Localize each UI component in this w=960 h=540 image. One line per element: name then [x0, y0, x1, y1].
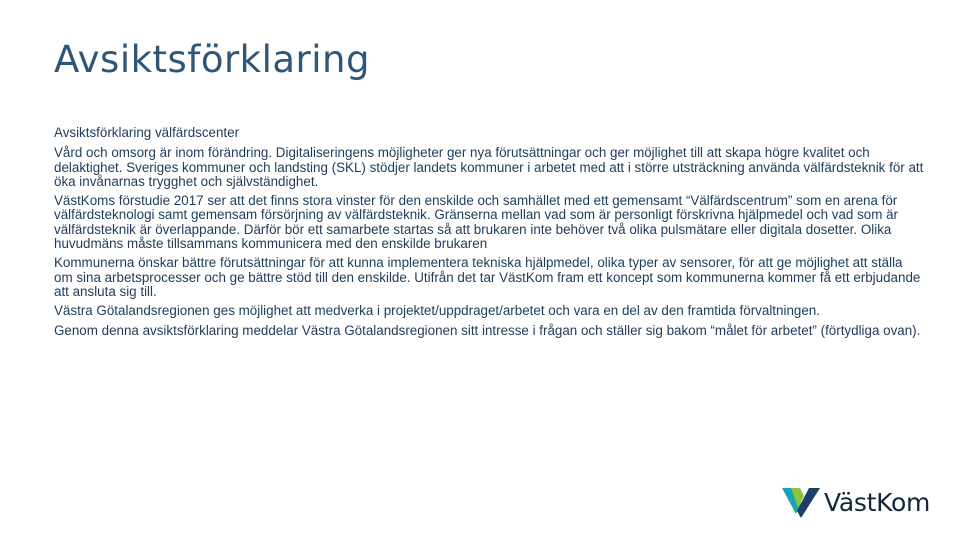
- body-text: [54, 126, 924, 343]
- paragraph-4: Västra Götalandsregionen ges möjlighet att medverka i projektet/uppdraget/arbetet och vara en del av den framtida förvaltningen.: [54, 303, 820, 319]
- paragraph-3: Kommunerna önskar bättre förutsättningar för att kunna implementera tekniska hjälpmedel, olika typer av sensorer, för att ge möjlighet att ställa om sina arbetsprocesser och ge bättre stöd till den enskilde. Utifrån det tar VästKom fram ett koncept som kommunerna kommer få ett erbjudande att ansluta sig till.: [54, 255, 921, 299]
- slide-title: Avsiktsförklaring: [54, 38, 370, 81]
- logo-text: VästKom: [824, 487, 931, 517]
- vastkom-chevron-logo-icon: [782, 484, 820, 520]
- paragraph-1: Vård och omsorg är inom förändring. Digitaliseringens möjligheter ger nya förutsättningar och ger möjlighet till att skapa högre kvalitet och delaktighet. Sveriges kommuner och landsting (SKL) stödjer landets kommuner i arbetet med att i större utsträckning använda välfärdsteknik för att öka invånarnas trygghet och självständighet.: [54, 145, 924, 189]
- paragraph-5: Genom denna avsiktsförklaring meddelar Västra Götalandsregionen sitt intresse i frågan och ställer sig bakom “målet för arbetet” (förtydliga ovan).: [54, 322, 921, 338]
- subheading: Avsiktsförklaring välfärdscenter: [54, 125, 240, 140]
- paragraph-2: VästKoms förstudie 2017 ser att det finns stora vinster för den enskilde och samhället med ett gemensamt “Välfärdscentrum” som en arena för välfärdsteknologi samt gemensam försörjning av välfärdsteknik. Gränserna mellan vad som är personligt förskrivna hjälpmedel och vad som är välfärdsteknik är överlappande. Därför bör ett samarbete startas så att brukaren inte behöver två olika pulsmätare eller digitala dosetter. Olika huvudmäns måste tillsammans kommunicera med den enskilde brukaren: [54, 193, 898, 252]
- vastkom-logo: [782, 484, 930, 520]
